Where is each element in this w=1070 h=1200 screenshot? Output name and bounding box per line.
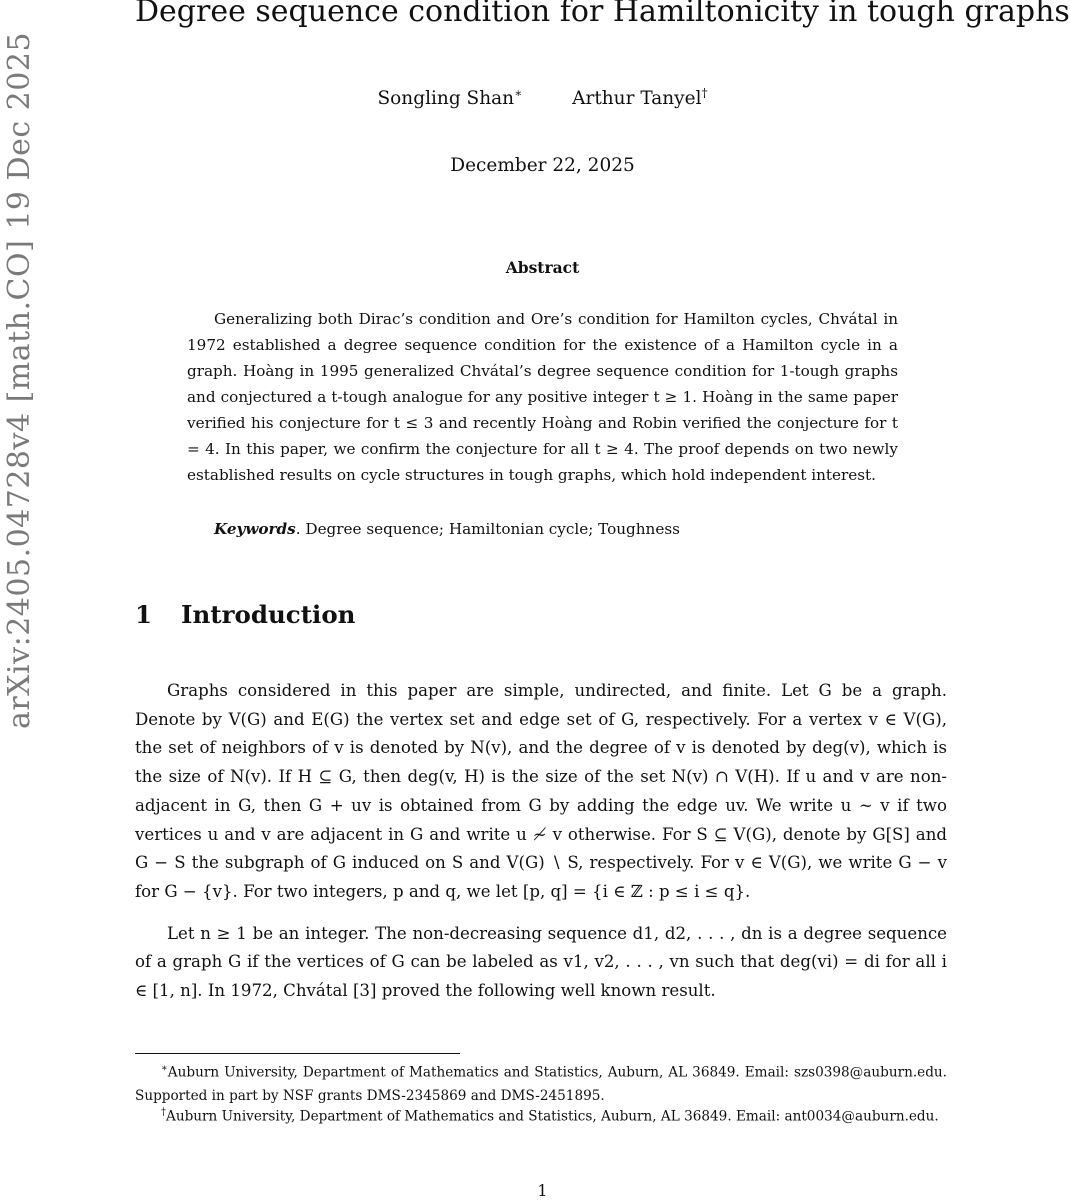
arxiv-side-label: [0, 31, 40, 729]
author-list: [135, 86, 950, 109]
author-mark: ∗: [514, 86, 523, 100]
footnote: [135, 1057, 947, 1108]
author-name: Arthur Tanyel: [572, 88, 702, 110]
paper-title: Degree sequence condition for Hamiltonicity in tough graphs: [135, 0, 1070, 29]
page-number: 1: [537, 1181, 548, 1200]
paragraph: Let n ≥ 1 be an integer. The non-decreasing sequence d1, d2, . . . , dn is a degree sequence of a graph G if the vertices of G can be labeled as v1, v2, . . . , vn such that deg(vi) = di for all i ∈ [1, n]. In 1972, Chvátal [3] proved the following well known result.: [135, 923, 947, 1001]
section-heading: [135, 600, 355, 629]
author: [572, 86, 707, 109]
footnote: [135, 1101, 947, 1129]
introduction-body: [135, 677, 947, 1006]
author: [378, 86, 523, 109]
footnote-mark: †: [161, 1107, 166, 1118]
author-name: Songling Shan: [377, 88, 515, 110]
footnote-text: Auburn University, Department of Mathematics and Statistics, Auburn, AL 36849. Email: ant0034@auburn.edu.: [166, 1108, 939, 1125]
section-title: Introduction: [181, 600, 356, 629]
arxiv-identifier: arXiv:2405.04728v4 [math.CO] 19 Dec 2025: [2, 31, 38, 729]
abstract-heading: Abstract: [505, 258, 580, 277]
section-number: 1: [135, 600, 153, 629]
footnote-text: Auburn University, Department of Mathematics and Statistics, Auburn, AL 36849. Email: szs0398@auburn.edu. Supported in part by NSF grants DMS-2345869 and DMS-2451895.: [135, 1064, 947, 1104]
keywords-text: Degree sequence; Hamiltonian cycle; Toughness: [305, 520, 680, 538]
abstract-body: [187, 306, 898, 488]
paper-date: December 22, 2025: [450, 155, 635, 176]
abstract-text: Generalizing both Dirac’s condition and Ore’s condition for Hamilton cycles, Chvátal in 1972 established a degree sequence condition for the existence of a Hamilton cycle in a graph. Hoàng in 1995 generalized Chvátal’s degree sequence condition for 1-tough graphs and conjectured a t-tough analogue for any positive integer t ≥ 1. Hoàng in the same paper verified his conjecture for t ≤ 3 and recently Hoàng and Robin verified the conjecture for t = 4. In this paper, we confirm the conjecture for all t ≥ 4. The proof depends on two newly established results on cycle structures in tough graphs, which hold independent interest.: [187, 310, 898, 484]
paragraph: Graphs considered in this paper are simple, undirected, and finite. Let G be a graph. Denote by V(G) and E(G) the vertex set and edge set of G, respectively. For a vertex v ∈ V(G), the set of neighbors of v is denoted by N(v), and the degree of v is denoted by deg(v), which is the size of N(v). If H ⊆ G, then deg(v, H) is the size of the set N(v) ∩ V(H). If u and v are non-adjacent in G, then G + uv is obtained from G by adding the edge uv. We write u ∼ v if two vertices u and v are adjacent in G and write u ≁ v otherwise. For S ⊆ V(G), denote by G[S] and G − S the subgraph of G induced on S and V(G) ∖ S, respectively. For v ∈ V(G), we write G − v for G − {v}. For two integers, p and q, we let [p, q] = {i ∈ ℤ : p ≤ i ≤ q}.: [135, 681, 947, 901]
footnote-rule: [135, 1053, 460, 1054]
author-mark: †: [701, 86, 708, 100]
footnote-mark: ∗: [161, 1063, 168, 1074]
keywords: Keywords. Degree sequence; Hamiltonian cycle; Toughness: [214, 520, 680, 538]
keywords-label: Keywords: [214, 520, 296, 538]
